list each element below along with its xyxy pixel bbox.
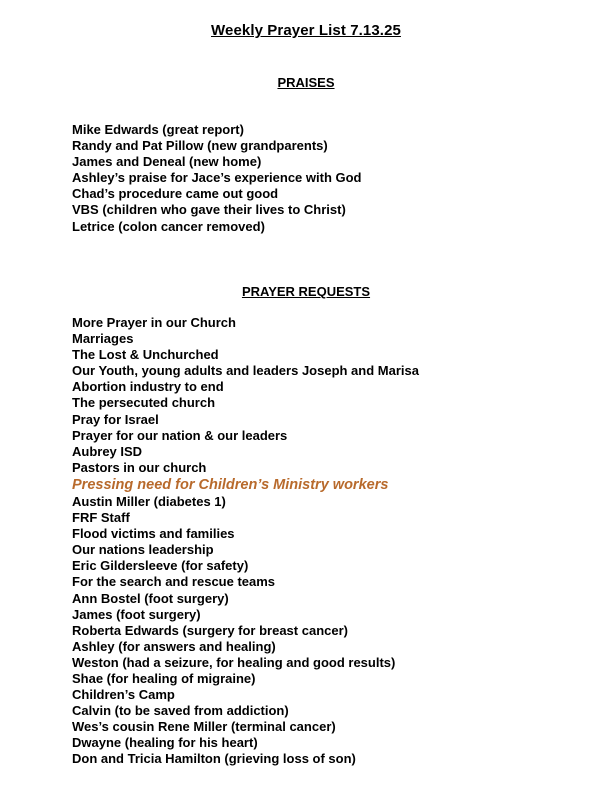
prayer-request-item: Abortion industry to end xyxy=(72,379,224,395)
prayer-request-item: Eric Gildersleeve (for safety) xyxy=(72,558,249,574)
prayer-request-item: Ann Bostel (foot surgery) xyxy=(72,590,229,606)
prayer-request-item: Prayer for our nation & our leaders xyxy=(72,427,288,443)
prayer-request-item: Children’s Camp xyxy=(72,687,175,703)
prayer-request-item: Our Youth, young adults and leaders Joseph and Marisa xyxy=(72,363,419,379)
prayer-request-item: Wes’s cousin Rene Miller (terminal cancer) xyxy=(72,719,336,735)
prayer-request-item: FRF Staff xyxy=(72,510,130,526)
prayer-request-item: James (foot surgery) xyxy=(72,606,201,622)
prayer-request-item: Roberta Edwards (surgery for breast cancer) xyxy=(72,622,348,638)
praise-item: Mike Edwards (great report) xyxy=(72,122,244,137)
praises-list xyxy=(72,122,362,235)
prayer-request-item: Ashley (for answers and healing) xyxy=(72,638,276,654)
prayer-request-item: Marriages xyxy=(72,331,134,347)
prayer-requests-heading: PRAYER REQUESTS xyxy=(241,284,371,299)
praise-item: Randy and Pat Pillow (new grandparents) xyxy=(72,138,328,154)
prayer-request-item: Our nations leadership xyxy=(72,542,214,558)
prayer-requests-list xyxy=(72,315,419,768)
page-title: Weekly Prayer List 7.13.25 xyxy=(211,22,401,39)
praises-heading: PRAISES xyxy=(277,75,335,90)
prayer-request-item: The Lost & Unchurched xyxy=(72,347,219,363)
praise-item: Letrice (colon cancer removed) xyxy=(72,218,265,234)
prayer-request-item: Flood victims and families xyxy=(72,526,235,542)
prayer-request-item: More Prayer in our Church xyxy=(72,315,236,330)
praise-item: VBS (children who gave their lives to Christ) xyxy=(72,202,346,218)
prayer-request-item: Aubrey ISD xyxy=(72,443,143,459)
prayer-request-item: Weston (had a seizure, for healing and good results) xyxy=(72,654,396,670)
prayer-request-item: Pray for Israel xyxy=(72,411,159,427)
prayer-request-item: For the search and rescue teams xyxy=(72,574,276,590)
prayer-request-item: Austin Miller (diabetes 1) xyxy=(72,493,226,509)
prayer-request-item: Pastors in our church xyxy=(72,459,207,475)
prayer-request-item: Shae (for healing of migraine) xyxy=(72,670,256,686)
prayer-request-item: Dwayne (healing for his heart) xyxy=(72,735,258,751)
praise-item: Chad’s procedure came out good xyxy=(72,186,279,202)
prayer-request-item: Calvin (to be saved from addiction) xyxy=(72,703,289,719)
prayer-request-item: Don and Tricia Hamilton (grieving loss of son) xyxy=(72,751,356,767)
praise-item: James and Deneal (new home) xyxy=(72,154,262,170)
prayer-request-item: The persecuted church xyxy=(72,395,216,411)
praise-item: Ashley’s praise for Jace’s experience with God xyxy=(72,170,362,186)
highlighted-list-item: Pressing need for Children’s Ministry workers xyxy=(72,476,389,493)
